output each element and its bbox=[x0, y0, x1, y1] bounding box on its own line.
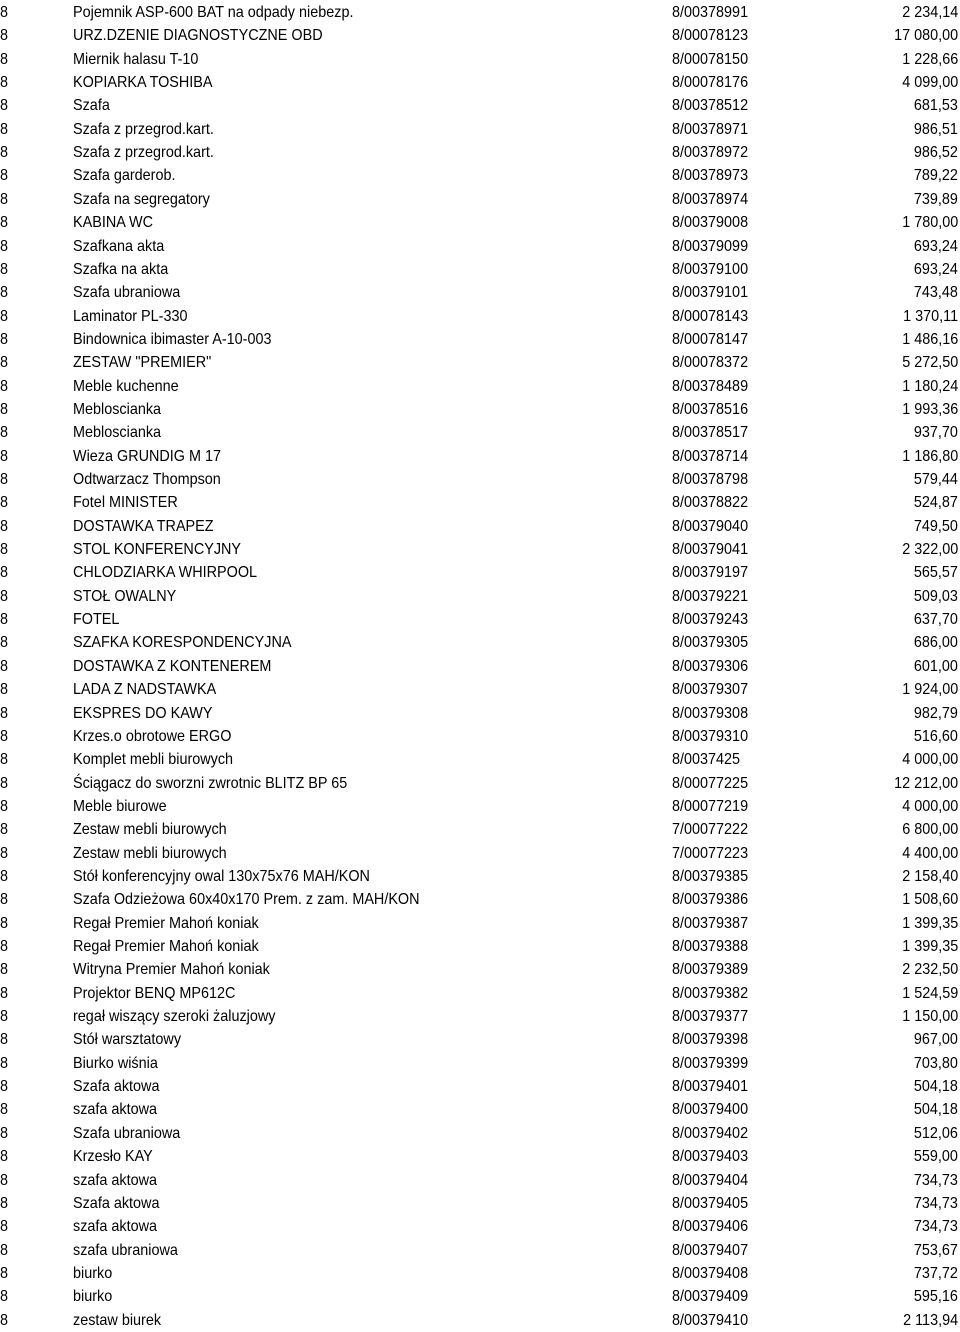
item-name-cell: Komplet mebli biurowych bbox=[73, 751, 234, 769]
item-name-cell: STOL KONFERENCYJNY bbox=[73, 541, 242, 559]
inventory-number-cell: 8/00077219 bbox=[672, 797, 749, 815]
group-cell: 8 bbox=[0, 377, 9, 395]
value-cell: 2 322,00 bbox=[901, 541, 958, 559]
inventory-number-cell: 8/00378972 bbox=[672, 144, 749, 162]
group-cell: 8 bbox=[0, 74, 9, 92]
group-cell: 8 bbox=[0, 1311, 9, 1329]
group-cell: 8 bbox=[0, 494, 9, 512]
inventory-number-cell: 8/00078123 bbox=[672, 27, 749, 45]
inventory-number-cell: 8/00379406 bbox=[672, 1218, 749, 1236]
group-cell: 8 bbox=[0, 4, 9, 21]
inventory-number-cell: 8/00378714 bbox=[672, 447, 749, 465]
inventory-number-cell: 8/00379310 bbox=[672, 727, 749, 745]
item-name-cell: Szafa aktowa bbox=[73, 1078, 160, 1096]
item-name-cell: Pojemnik ASP-600 BAT na odpady niebezp. bbox=[73, 4, 354, 21]
group-cell: 8 bbox=[0, 1171, 9, 1189]
value-cell: 2 234,14 bbox=[901, 4, 958, 21]
group-cell: 8 bbox=[0, 307, 9, 325]
table-row bbox=[0, 235, 960, 258]
inventory-number-cell: 8/00379100 bbox=[672, 260, 749, 278]
table-row bbox=[0, 748, 960, 771]
table-row bbox=[0, 515, 960, 538]
group-cell: 8 bbox=[0, 727, 9, 745]
table-row bbox=[0, 211, 960, 234]
group-cell: 8 bbox=[0, 1288, 9, 1306]
group-cell: 8 bbox=[0, 50, 9, 68]
inventory-number-cell: 8/00379400 bbox=[672, 1101, 749, 1119]
group-cell: 8 bbox=[0, 914, 9, 932]
inventory-number-cell: 8/00378973 bbox=[672, 167, 749, 185]
inventory-number-cell: 8/00379409 bbox=[672, 1288, 749, 1306]
item-name-cell: Wieza GRUNDIG M 17 bbox=[73, 447, 222, 465]
value-cell: 12 212,00 bbox=[893, 774, 958, 792]
table-row bbox=[0, 561, 960, 584]
table-row bbox=[0, 305, 960, 328]
inventory-number-cell: 8/00379382 bbox=[672, 984, 749, 1002]
value-cell: 1 993,36 bbox=[901, 400, 958, 418]
table-row bbox=[0, 94, 960, 117]
table-row bbox=[0, 795, 960, 818]
inventory-number-cell: 8/00379410 bbox=[672, 1311, 749, 1329]
table-row bbox=[0, 1052, 960, 1075]
value-cell: 753,67 bbox=[913, 1241, 958, 1259]
value-cell: 1 924,00 bbox=[901, 681, 958, 699]
table-row bbox=[0, 281, 960, 304]
value-cell: 1 780,00 bbox=[901, 214, 958, 232]
group-cell: 8 bbox=[0, 751, 9, 769]
value-cell: 982,79 bbox=[913, 704, 958, 722]
value-cell: 4 099,00 bbox=[901, 74, 958, 92]
inventory-number-cell: 8/00078150 bbox=[672, 50, 749, 68]
table-row bbox=[0, 1145, 960, 1168]
value-cell: 4 000,00 bbox=[901, 751, 958, 769]
table-row bbox=[0, 888, 960, 911]
group-cell: 8 bbox=[0, 1101, 9, 1119]
group-cell: 8 bbox=[0, 564, 9, 582]
inventory-number-cell: 8/00378974 bbox=[672, 190, 749, 208]
value-cell: 509,03 bbox=[913, 587, 958, 605]
group-cell: 8 bbox=[0, 1031, 9, 1049]
item-name-cell: Projektor BENQ MP612C bbox=[73, 984, 236, 1002]
inventory-number-cell: 8/00378517 bbox=[672, 424, 749, 442]
item-name-cell: Szafka na akta bbox=[73, 260, 169, 278]
table-row bbox=[0, 982, 960, 1005]
table-row bbox=[0, 538, 960, 561]
inventory-number-cell: 8/00379389 bbox=[672, 961, 749, 979]
value-cell: 693,24 bbox=[913, 237, 958, 255]
table-row bbox=[0, 935, 960, 958]
item-name-cell: Szafa ubraniowa bbox=[73, 1124, 181, 1142]
item-name-cell: Ściągacz do sworzni zwrotnic BLITZ BP 65 bbox=[73, 774, 348, 792]
group-cell: 8 bbox=[0, 1194, 9, 1212]
group-cell: 8 bbox=[0, 1078, 9, 1096]
inventory-number-cell: 8/00379008 bbox=[672, 214, 749, 232]
inventory-number-cell: 8/00379398 bbox=[672, 1031, 749, 1049]
inventory-number-cell: 8/00379407 bbox=[672, 1241, 749, 1259]
value-cell: 2 232,50 bbox=[901, 961, 958, 979]
inventory-number-cell: 8/00378516 bbox=[672, 400, 749, 418]
inventory-number-cell: 8/00379401 bbox=[672, 1078, 749, 1096]
value-cell: 565,57 bbox=[913, 564, 958, 582]
value-cell: 512,06 bbox=[913, 1124, 958, 1142]
item-name-cell: szafa aktowa bbox=[73, 1101, 158, 1119]
item-name-cell: URZ.DZENIE DIAGNOSTYCZNE OBD bbox=[73, 27, 323, 45]
group-cell: 8 bbox=[0, 27, 9, 45]
group-cell: 8 bbox=[0, 400, 9, 418]
table-row bbox=[0, 631, 960, 654]
item-name-cell: FOTEL bbox=[73, 611, 120, 629]
table-row bbox=[0, 1285, 960, 1308]
value-cell: 1 228,66 bbox=[901, 50, 958, 68]
item-name-cell: Regał Premier Mahoń koniak bbox=[73, 938, 259, 955]
value-cell: 2 113,94 bbox=[903, 1311, 958, 1329]
value-cell: 4 000,00 bbox=[901, 797, 958, 815]
group-cell: 8 bbox=[0, 774, 9, 792]
value-cell: 789,22 bbox=[913, 167, 958, 185]
value-cell: 637,70 bbox=[913, 611, 958, 629]
inventory-number-cell: 8/00379307 bbox=[672, 681, 749, 699]
item-name-cell: Szafkana akta bbox=[73, 237, 165, 255]
inventory-number-cell: 8/00378822 bbox=[672, 494, 749, 512]
inventory-number-cell: 8/00078176 bbox=[672, 74, 749, 92]
value-cell: 595,16 bbox=[913, 1288, 958, 1306]
inventory-number-cell: 8/00379386 bbox=[672, 891, 749, 909]
group-cell: 8 bbox=[0, 167, 9, 185]
value-cell: 986,52 bbox=[913, 144, 958, 162]
inventory-number-cell: 8/00078372 bbox=[672, 354, 749, 372]
item-name-cell: EKSPRES DO KAWY bbox=[73, 704, 213, 722]
item-name-cell: Odtwarzacz Thompson bbox=[73, 471, 221, 488]
inventory-number-cell: 8/00379243 bbox=[672, 611, 749, 629]
item-name-cell: Szafa Odzieżowa 60x40x170 Prem. z zam. MAH/KON bbox=[73, 891, 420, 909]
item-name-cell: STOŁ OWALNY bbox=[73, 587, 177, 605]
inventory-number-cell: 8/00379377 bbox=[672, 1008, 749, 1026]
group-cell: 8 bbox=[0, 214, 9, 232]
group-cell: 8 bbox=[0, 704, 9, 722]
value-cell: 1 370,11 bbox=[903, 307, 958, 325]
group-cell: 8 bbox=[0, 1008, 9, 1026]
value-cell: 734,73 bbox=[913, 1218, 958, 1236]
group-cell: 8 bbox=[0, 984, 9, 1002]
table-row bbox=[0, 445, 960, 468]
item-name-cell: biurko bbox=[73, 1288, 113, 1306]
inventory-number-cell: 8/00379402 bbox=[672, 1124, 749, 1142]
group-cell: 8 bbox=[0, 144, 9, 162]
inventory-number-cell: 8/00379197 bbox=[672, 564, 749, 582]
group-cell: 8 bbox=[0, 938, 9, 955]
inventory-number-cell: 8/00379385 bbox=[672, 867, 749, 885]
value-cell: 579,44 bbox=[913, 471, 958, 488]
value-cell: 504,18 bbox=[913, 1101, 958, 1119]
table-row bbox=[0, 398, 960, 421]
table-row bbox=[0, 48, 960, 71]
table-row bbox=[0, 164, 960, 187]
item-name-cell: Krzes.o obrotowe ERGO bbox=[73, 727, 232, 745]
table-row bbox=[0, 258, 960, 281]
item-name-cell: Witryna Premier Mahoń koniak bbox=[73, 961, 270, 979]
item-name-cell: KOPIARKA TOSHIBA bbox=[73, 74, 213, 92]
table-row bbox=[0, 1, 960, 24]
item-name-cell: Szafa bbox=[73, 97, 110, 115]
inventory-number-cell: 8/00379387 bbox=[672, 914, 749, 932]
table-row bbox=[0, 608, 960, 631]
group-cell: 8 bbox=[0, 190, 9, 208]
value-cell: 1 399,35 bbox=[901, 914, 958, 932]
value-cell: 937,70 bbox=[913, 424, 958, 442]
table-row bbox=[0, 118, 960, 141]
value-cell: 737,72 bbox=[913, 1264, 958, 1282]
inventory-number-cell: 8/00379221 bbox=[672, 587, 749, 605]
value-cell: 4 400,00 bbox=[901, 844, 958, 862]
inventory-number-cell: 8/00078147 bbox=[672, 330, 749, 348]
table-row bbox=[0, 655, 960, 678]
inventory-number-cell: 8/00379404 bbox=[672, 1171, 749, 1189]
group-cell: 8 bbox=[0, 867, 9, 885]
table-row bbox=[0, 1075, 960, 1098]
table-row bbox=[0, 678, 960, 701]
value-cell: 1 186,80 bbox=[901, 447, 958, 465]
inventory-number-cell: 8/00379101 bbox=[672, 284, 749, 302]
value-cell: 5 272,50 bbox=[901, 354, 958, 372]
group-cell: 8 bbox=[0, 611, 9, 629]
table-row bbox=[0, 71, 960, 94]
table-row bbox=[0, 1122, 960, 1145]
group-cell: 8 bbox=[0, 1054, 9, 1072]
inventory-number-cell: 8/00379305 bbox=[672, 634, 749, 652]
inventory-number-cell: 8/0037425 bbox=[672, 751, 741, 769]
table-row bbox=[0, 188, 960, 211]
inventory-number-cell: 8/00379099 bbox=[672, 237, 749, 255]
item-name-cell: Krzesło KAY bbox=[73, 1148, 153, 1166]
table-row bbox=[0, 141, 960, 164]
item-name-cell: Szafa aktowa bbox=[73, 1194, 160, 1212]
table-row bbox=[0, 865, 960, 888]
group-cell: 8 bbox=[0, 844, 9, 862]
item-name-cell: Zestaw mebli biurowych bbox=[73, 821, 227, 839]
table-row bbox=[0, 24, 960, 47]
group-cell: 8 bbox=[0, 120, 9, 138]
value-cell: 739,89 bbox=[913, 190, 958, 208]
inventory-number-cell: 8/00379405 bbox=[672, 1194, 749, 1212]
item-name-cell: zestaw biurek bbox=[73, 1311, 162, 1329]
group-cell: 8 bbox=[0, 354, 9, 372]
inventory-number-cell: 8/00378512 bbox=[672, 97, 749, 115]
group-cell: 8 bbox=[0, 1148, 9, 1166]
value-cell: 17 080,00 bbox=[893, 27, 958, 45]
value-cell: 1 399,35 bbox=[901, 938, 958, 955]
item-name-cell: regał wiszący szeroki żaluzjowy bbox=[73, 1008, 276, 1026]
item-name-cell: Meblоscianka bbox=[73, 400, 162, 418]
group-cell: 8 bbox=[0, 97, 9, 115]
item-name-cell: szafa ubraniowa bbox=[73, 1241, 178, 1259]
table-row bbox=[0, 468, 960, 491]
inventory-number-cell: 8/00379388 bbox=[672, 938, 749, 955]
item-name-cell: Szafa garderob. bbox=[73, 167, 176, 185]
group-cell: 8 bbox=[0, 681, 9, 699]
group-cell: 8 bbox=[0, 1264, 9, 1282]
item-name-cell: Biurko wiśnia bbox=[73, 1054, 158, 1072]
inventory-number-cell: 8/00378971 bbox=[672, 120, 749, 138]
item-name-cell: Meble kuchenne bbox=[73, 377, 179, 395]
value-cell: 601,00 bbox=[913, 657, 958, 675]
table-row bbox=[0, 1098, 960, 1121]
group-cell: 8 bbox=[0, 657, 9, 675]
table-row bbox=[0, 328, 960, 351]
group-cell: 8 bbox=[0, 634, 9, 652]
item-name-cell: ZESTAW "PREMIER" bbox=[73, 354, 212, 372]
group-cell: 8 bbox=[0, 471, 9, 488]
table-row bbox=[0, 351, 960, 374]
value-cell: 2 158,40 bbox=[901, 867, 958, 885]
value-cell: 681,53 bbox=[913, 97, 958, 115]
item-name-cell: SZAFKA KORESPONDENCYJNA bbox=[73, 634, 292, 652]
item-name-cell: biurko bbox=[73, 1264, 113, 1282]
value-cell: 524,87 bbox=[913, 494, 958, 512]
table-row bbox=[0, 725, 960, 748]
group-cell: 8 bbox=[0, 587, 9, 605]
inventory-number-cell: 8/00379399 bbox=[672, 1054, 749, 1072]
value-cell: 686,00 bbox=[913, 634, 958, 652]
group-cell: 8 bbox=[0, 260, 9, 278]
item-name-cell: Szafa z przegrod.kart. bbox=[73, 144, 214, 162]
inventory-number-cell: 8/00077225 bbox=[672, 774, 749, 792]
group-cell: 8 bbox=[0, 797, 9, 815]
inventory-number-cell: 8/00378489 bbox=[672, 377, 749, 395]
item-name-cell: DOSTAWKA Z KONTENEREM bbox=[73, 657, 272, 675]
table-row bbox=[0, 421, 960, 444]
table-row bbox=[0, 375, 960, 398]
value-cell: 986,51 bbox=[913, 120, 958, 138]
group-cell: 8 bbox=[0, 1124, 9, 1142]
table-row bbox=[0, 491, 960, 514]
group-cell: 8 bbox=[0, 447, 9, 465]
value-cell: 749,50 bbox=[913, 517, 958, 535]
group-cell: 8 bbox=[0, 424, 9, 442]
group-cell: 8 bbox=[0, 284, 9, 302]
item-name-cell: Szafa na segregatory bbox=[73, 190, 210, 208]
item-name-cell: Bindownica ibimaster A-10-003 bbox=[73, 330, 272, 348]
value-cell: 734,73 bbox=[913, 1171, 958, 1189]
item-name-cell: Laminator PL-330 bbox=[73, 307, 188, 325]
item-name-cell: DOSTAWKA TRAPEZ bbox=[73, 517, 214, 535]
value-cell: 1 150,00 bbox=[901, 1008, 958, 1026]
value-cell: 516,60 bbox=[913, 727, 958, 745]
value-cell: 1 508,60 bbox=[901, 891, 958, 909]
table-row bbox=[0, 1028, 960, 1051]
item-name-cell: Miernik halasu T-10 bbox=[73, 50, 199, 68]
item-name-cell: szafa aktowa bbox=[73, 1218, 158, 1236]
item-name-cell: Regał Premier Mahoń koniak bbox=[73, 914, 259, 932]
value-cell: 1 486,16 bbox=[901, 330, 958, 348]
inventory-number-cell: 8/00078143 bbox=[672, 307, 749, 325]
item-name-cell: Fotel MINISTER bbox=[73, 494, 178, 512]
table-row bbox=[0, 818, 960, 841]
table-row bbox=[0, 1262, 960, 1285]
item-name-cell: Zestaw mebli biurowych bbox=[73, 844, 227, 862]
inventory-number-cell: 8/00378991 bbox=[672, 4, 749, 21]
inventory-number-cell: 8/00378798 bbox=[672, 471, 749, 488]
item-name-cell: szafa aktowa bbox=[73, 1171, 158, 1189]
group-cell: 8 bbox=[0, 1241, 9, 1259]
item-name-cell: KABINA WC bbox=[73, 214, 154, 232]
value-cell: 504,18 bbox=[913, 1078, 958, 1096]
value-cell: 734,73 bbox=[913, 1194, 958, 1212]
group-cell: 8 bbox=[0, 541, 9, 559]
inventory-number-cell: 7/00077222 bbox=[672, 821, 749, 839]
table-row bbox=[0, 912, 960, 935]
item-name-cell: Szafa ubraniowa bbox=[73, 284, 181, 302]
inventory-number-cell: 8/00379408 bbox=[672, 1264, 749, 1282]
table-row bbox=[0, 1192, 960, 1215]
item-name-cell: CHLODZIARKA WHIRPOOL bbox=[73, 564, 258, 582]
table-row bbox=[0, 842, 960, 865]
table-row bbox=[0, 585, 960, 608]
value-cell: 6 800,00 bbox=[901, 821, 958, 839]
table-row bbox=[0, 1309, 960, 1332]
group-cell: 8 bbox=[0, 330, 9, 348]
group-cell: 8 bbox=[0, 517, 9, 535]
inventory-number-cell: 8/00379041 bbox=[672, 541, 749, 559]
group-cell: 8 bbox=[0, 961, 9, 979]
group-cell: 8 bbox=[0, 1218, 9, 1236]
item-name-cell: Meblоscianka bbox=[73, 424, 162, 442]
value-cell: 559,00 bbox=[913, 1148, 958, 1166]
value-cell: 1 180,24 bbox=[901, 377, 958, 395]
table-row bbox=[0, 958, 960, 981]
group-cell: 8 bbox=[0, 237, 9, 255]
value-cell: 693,24 bbox=[913, 260, 958, 278]
item-name-cell: Stół konferencyjny owal 130x75x76 MAH/KON bbox=[73, 867, 370, 885]
item-name-cell: Szafa z przegrod.kart. bbox=[73, 120, 214, 138]
table-row bbox=[0, 702, 960, 725]
group-cell: 8 bbox=[0, 821, 9, 839]
value-cell: 967,00 bbox=[913, 1031, 958, 1049]
inventory-number-cell: 8/00379308 bbox=[672, 704, 749, 722]
value-cell: 743,48 bbox=[913, 284, 958, 302]
item-name-cell: LADA Z NADSTAWKA bbox=[73, 681, 217, 699]
item-name-cell: Meble biurowe bbox=[73, 797, 167, 815]
table-row bbox=[0, 1169, 960, 1192]
table-row bbox=[0, 1215, 960, 1238]
value-cell: 1 524,59 bbox=[901, 984, 958, 1002]
inventory-number-cell: 8/00379306 bbox=[672, 657, 749, 675]
table-row bbox=[0, 1005, 960, 1028]
item-name-cell: Stół warsztatowy bbox=[73, 1031, 182, 1049]
value-cell: 703,80 bbox=[913, 1054, 958, 1072]
table-row bbox=[0, 772, 960, 795]
inventory-number-cell: 7/00077223 bbox=[672, 844, 749, 862]
inventory-number-cell: 8/00379403 bbox=[672, 1148, 749, 1166]
table-row bbox=[0, 1239, 960, 1262]
inventory-number-cell: 8/00379040 bbox=[672, 517, 749, 535]
group-cell: 8 bbox=[0, 891, 9, 909]
